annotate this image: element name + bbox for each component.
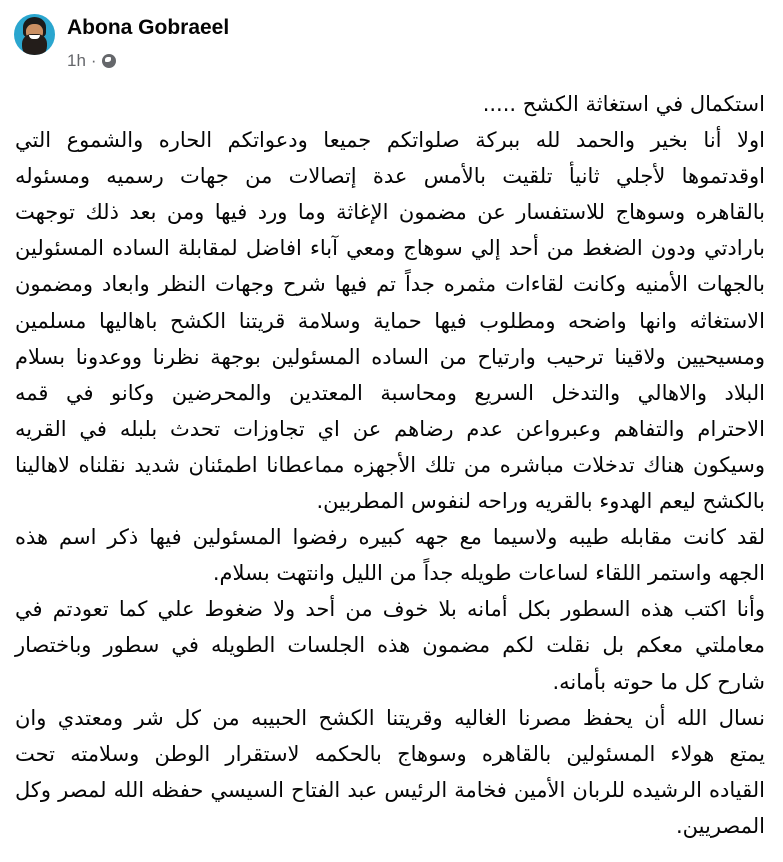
post-text-line: شارح كل ما حوته بأمانه.	[552, 669, 765, 694]
post-text-line: بالكشح ليعم الهدوء بالقريه وراحه لنفوس المطربين.	[316, 489, 765, 514]
post-text-line: البلاد والاهالي والتدخل السريع ومحاسبة المعتدين والمحرضين وكانو في قمه	[15, 380, 765, 405]
post-text-line: اولا أنا بخير والحمد لله ببركة صلواتكم جميعا ودعواتكم الحاره والشموع التي	[15, 128, 765, 153]
author-avatar[interactable]	[14, 14, 55, 55]
post-text-line: الجهه واستمر اللقاء لساعات طويله جداً من الليل وانتهت بسلام.	[212, 561, 765, 586]
post-text-line: بالجهات الأمنيه وكانت لقاءات مثمره جداً تم فيها شرح وجهات النظر وابعاد ومضمون	[15, 272, 765, 297]
post-text-line: معاملتي معكم بل نقلت لكم مضمون هذه الجلسات الطويله في سطور وباختصار	[15, 633, 765, 658]
post-text-line: لقد كانت مقابله طيبه ولاسيما مع جهه كبيره رفضوا المسئولين فيها ذكر اسم هذه	[15, 525, 765, 550]
post-text-line: نسال الله أن يحفظ مصرنا الغاليه وقريتنا الكشح الحبيبه من كل شر ومعتدي وان	[15, 705, 765, 730]
post-text-line: المصريين.	[675, 813, 765, 838]
post-text-line: وسيكون هناك تدخلات مباشره من تلك الأجهزه مماعطانا اطمئنان شديد نقلناه لاهالينا	[15, 452, 765, 477]
post-text-line: يمتع هولاء المسئولين بالقاهره وسوهاج بالحكمه لاستقرار الوطن وسلامته تحت	[15, 741, 765, 766]
post-text-line: استكمال في استغاثة الكشح .....	[482, 92, 765, 116]
author-name[interactable]: Abona Gobraeel	[67, 16, 230, 39]
post-meta	[67, 51, 116, 71]
globe-icon[interactable]	[102, 54, 116, 68]
post-text-line: وأنا اكتب هذه السطور بكل أمانه بلا خوف من أحد ولا ضغوط علي كما تعودتم في	[15, 597, 765, 622]
post-text-line: الاستغاثه وانها واضحه ومطلوب فيها حماية وسلامة قريتنا الكشح باهاليها مسلمين	[15, 308, 765, 333]
post-text-line: الاحترام والتفاهم وعبرواعن عدم رضاهم عن اي تجاوزات تحدث بلبله في القريه	[15, 416, 765, 441]
post-text-line: القياده الرشيده للربان الأمين فخامة الرئيس عبد الفتاح السيسي حفظه الله لمصر وكل	[15, 777, 765, 802]
post-body	[15, 86, 765, 844]
post-text-line: بارادتي ودون الضغط من أحد إلي سوهاج ومعي آباء افاضل لمقابلة الساده المسئولين	[15, 236, 765, 261]
post-timestamp[interactable]: 1h	[67, 51, 86, 70]
meta-separator: ·	[90, 51, 97, 70]
post-text-line: اوقدتموها لأجلي ثانيأ تلقيت بالأمس عدة إتصالات من جهات رسميه ومسئوله	[15, 164, 765, 189]
post-text-line: ومسيحيين ولاقينا ترحيب وارتياح من الساده المسئولين بوجهة نظرنا ووعدونا بسلام	[15, 344, 765, 369]
post-text-line: بالقاهره وسوهاج للاستفسار عن مضمون الإغاثة وما ورد فيها ومن بعد ذلك توجهت	[15, 200, 765, 225]
